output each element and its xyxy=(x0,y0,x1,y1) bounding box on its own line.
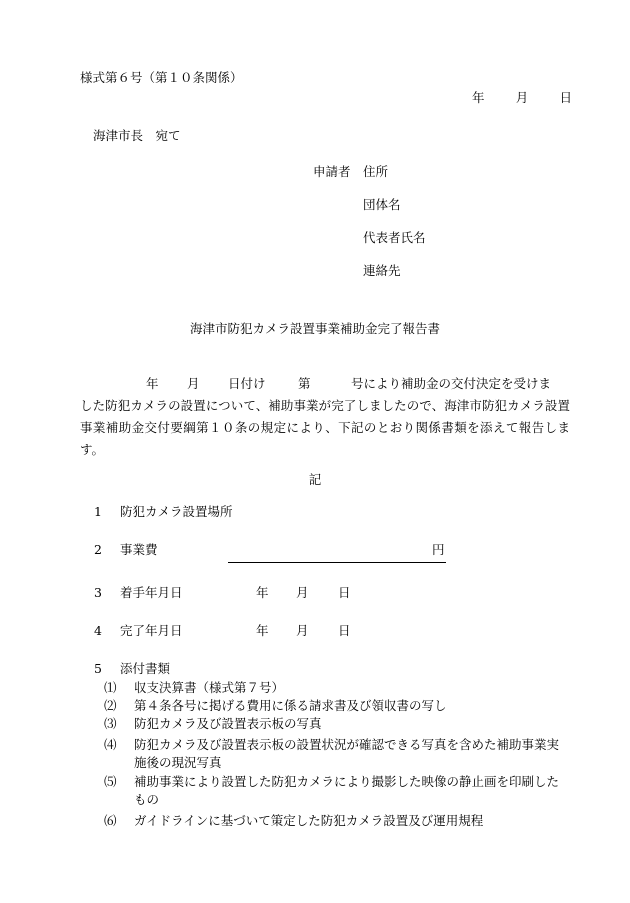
item-3-number: 3 xyxy=(94,585,102,600)
form-label: 様式第６号（第１０条関係） xyxy=(80,70,243,85)
applicant-contact: 連絡先 xyxy=(363,263,401,278)
attachment-item xyxy=(104,697,570,715)
item-2-number: 2 xyxy=(94,542,102,557)
document-title: 海津市防犯カメラ設置事業補助金完了報告書 xyxy=(189,321,440,336)
item-4-month: 月 xyxy=(296,623,309,638)
attachment-text: ガイドラインに基づいて策定した防犯カメラ設置及び運用規程 xyxy=(134,813,484,828)
date-month: 月 xyxy=(515,90,529,105)
item-2-unit: 円 xyxy=(432,542,445,557)
attachment-item xyxy=(104,679,570,697)
ki-heading: 記 xyxy=(308,472,322,487)
body-number-prefix: 第 xyxy=(298,376,311,391)
addressee: 海津市長 宛て xyxy=(93,128,181,143)
attachment-item xyxy=(104,773,570,809)
attachment-text: 収支決算書（様式第７号） xyxy=(134,680,285,695)
date-line xyxy=(472,92,572,105)
date-year: 年 xyxy=(472,90,485,105)
body-rest: した防犯カメラの設置について、補助事業が完了しましたので、海津市防犯カメラ設置事業補助金交付要綱第１０条の規定により、下記のとおり関係書類を添えて報告します。 xyxy=(80,398,570,457)
applicant-label: 申請者 xyxy=(313,164,351,179)
item-5 xyxy=(94,663,170,676)
item-1-number: 1 xyxy=(94,504,102,519)
attachment-item xyxy=(104,715,570,733)
item-4-label: 完了年月日 xyxy=(120,623,183,638)
item-1-label: 防犯カメラ設置場所 xyxy=(120,504,233,519)
attachment-mark: ⑶ xyxy=(104,716,117,731)
item-4-number: 4 xyxy=(94,623,102,638)
date-day: 日 xyxy=(559,90,572,105)
attachment-item xyxy=(104,812,570,830)
attachment-text: 防犯カメラ及び設置表示板の設置状況が確認できる写真を含めた補助事業実施後の現況写真 xyxy=(134,737,560,770)
applicant-representative: 代表者氏名 xyxy=(363,230,426,245)
body-month: 月 xyxy=(187,376,200,391)
item-3-year: 年 xyxy=(256,585,269,600)
body-paragraph xyxy=(80,373,570,461)
attachment-mark: ⑸ xyxy=(104,774,117,789)
attachment-mark: ⑵ xyxy=(104,698,117,713)
item-5-number: 5 xyxy=(94,661,102,676)
attachment-item xyxy=(104,736,570,772)
applicant-address: 住所 xyxy=(363,164,389,179)
applicant-group-name: 団体名 xyxy=(363,197,401,212)
attachment-mark: ⑹ xyxy=(104,813,117,828)
body-year: 年 xyxy=(146,376,159,391)
attachment-text: 第４条各号に掲げる費用に係る請求書及び領収書の写し xyxy=(134,698,447,713)
item-4-year: 年 xyxy=(256,623,269,638)
item-3 xyxy=(94,587,183,600)
item-3-label: 着手年月日 xyxy=(120,585,183,600)
item-1 xyxy=(94,506,233,519)
cost-underline xyxy=(228,562,446,563)
attachment-text: 補助事業により設置した防犯カメラにより撮影した映像の静止画を印刷したもの xyxy=(134,774,560,807)
body-lead-tail: 号により補助金の交付決定を受けま xyxy=(351,376,552,391)
attachment-mark: ⑴ xyxy=(104,680,117,695)
item-4 xyxy=(94,625,183,638)
attachment-mark: ⑷ xyxy=(104,737,117,752)
item-5-label: 添付書類 xyxy=(120,661,171,676)
item-3-day: 日 xyxy=(338,585,351,600)
item-2 xyxy=(94,544,158,557)
body-dated: 日付け xyxy=(228,376,266,391)
item-2-label: 事業費 xyxy=(120,542,158,557)
attachment-text: 防犯カメラ及び設置表示板の写真 xyxy=(134,716,322,731)
item-3-month: 月 xyxy=(296,585,309,600)
item-4-day: 日 xyxy=(338,623,351,638)
